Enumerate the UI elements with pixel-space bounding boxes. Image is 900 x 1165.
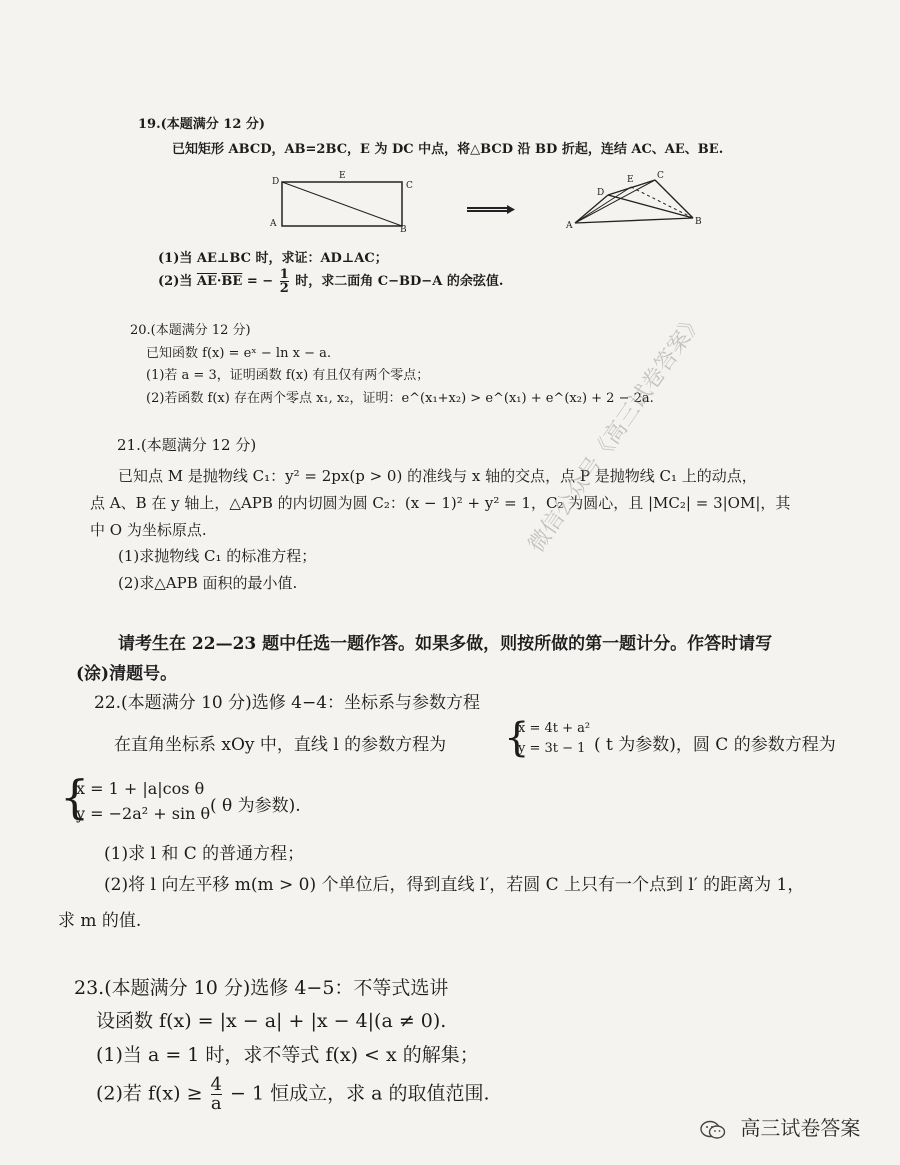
label-e2: E [627,175,634,185]
label-b2: B [695,217,702,227]
vector-be: $\overline{BE}$ [221,274,243,289]
q19-figure [255,168,725,238]
frac-num: 4 [210,1074,222,1095]
q23-part2 [96,1076,490,1113]
sys1-eq2: y = 3t − 1 [518,741,586,756]
q23-header: 23.(本题满分 10 分)选修 4−5：不等式选讲 [74,977,449,999]
q23-part2-post: − 1 恒成立，求 a 的取值范围. [230,1082,490,1105]
q22-line2-post: ( θ 为参数). [210,796,301,816]
edge-eb [631,187,693,218]
q21-line1: 已知点 M 是抛物线 C₁：y² = 2px(p > 0) 的准线与 x 轴的交点，点 P 是抛物线 C₁ 上的动点， [118,467,757,485]
vector-ae: $\overline{AE}$ [196,274,217,289]
edge-ab [575,218,693,223]
fraction-four-over-a [211,1076,222,1113]
sys1-eq1: x = 4t + a² [518,721,591,736]
label-c: C [406,181,413,191]
q23-stem: 设函数 f(x) = |x − a| + |x − 4|(a ≠ 0). [96,1010,447,1032]
label-e: E [339,171,346,181]
q22-part2: (2)将 l 向左平移 m(m > 0) 个单位后，得到直线 l′，若圆 C 上只有一个点到 l′ 的距离为 1， [104,875,805,895]
q19-part1: (1)当 AE⊥BC 时，求证：AD⊥AC； [158,251,388,266]
wechat-icon [700,1120,726,1140]
label-b: B [400,225,407,235]
fraction-one-half [280,268,289,295]
choice-instruction-line2: (涂)清题号。 [76,664,178,684]
sys2-eq2: y = −2a² + sin θ [76,804,211,823]
q19-part2-post: 时，求二面角 C−BD−A 的余弦值. [295,274,504,289]
q19-part2-pre: (2)当 [158,274,193,289]
label-c2: C [657,171,664,181]
frac-num: 1 [279,267,289,282]
label-d2: D [597,188,605,198]
q21-part1: (1)求抛物线 C₁ 的标准方程； [118,547,317,565]
q20-stem: 已知函数 f(x) = eˣ − ln x − a. [146,346,331,361]
q19-header: 19.(本题满分 12 分) [138,117,266,132]
footer-label: 高三试卷答案 [740,1116,861,1140]
edge-ad [575,195,608,223]
choice-instruction-line1: 请考生在 22—23 题中任选一题作答。如果多做，则按所做的第一题计分。作答时请写 [118,634,773,654]
q20-part2: (2)若函数 f(x) 存在两个零点 x₁, x₂，证明：e^(x₁+x₂) > e^(x₁) + e^(x₂) + 2 − 2a. [146,391,654,406]
q22-line1-pre: 在直角坐标系 xOy 中，直线 l 的参数方程为 [114,735,447,755]
q20-header: 20.(本题满分 12 分) [130,323,251,338]
watermark-text: 微信公众号《高三试卷答案》 [524,308,709,558]
q20-part1: (1)若 a = 3，证明函数 f(x) 有且仅有两个零点； [146,368,430,383]
edge-ac [575,180,655,223]
q22-part2b: 求 m 的值. [58,911,142,931]
q21-part2: (2)求△APB 面积的最小值. [118,574,298,592]
q19-part2 [158,268,503,295]
label-a2: A [566,221,573,231]
q19-stem: 已知矩形 ABCD，AB=2BC，E 为 DC 中点，将△BCD 沿 BD 折起，连结 AC、AE、BE. [172,142,724,157]
left-brace-icon: { [504,715,530,761]
label-a: A [270,219,277,229]
diagonal-bd [282,182,402,226]
q22-line1-post: ( t 为参数)，圆 C 的参数方程为 [594,735,836,755]
q21-line3: 中 O 为坐标原点. [90,521,207,539]
label-d: D [272,177,280,187]
dot-product: · [216,274,222,289]
frac-den: a [210,1093,222,1114]
q23-part1: (1)当 a = 1 时，求不等式 f(x) < x 的解集； [96,1044,479,1066]
arrow-head-icon [507,205,515,214]
q19-equals: = − [246,274,274,289]
q22-part1: (1)求 l 和 C 的普通方程； [104,844,305,864]
q21-line2: 点 A、B 在 y 轴上，△APB 的内切圆为圆 C₂：(x − 1)² + y² = 1，C₂ 为圆心，且 |MC₂| = 3|OM|，其 [90,494,791,512]
q23-part2-pre: (2)若 f(x) ≥ [96,1082,203,1105]
frac-den: 2 [279,281,289,296]
q21-header: 21.(本题满分 12 分) [117,436,257,454]
q22-header: 22.(本题满分 10 分)选修 4−4：坐标系与参数方程 [94,693,481,713]
sys2-eq1: x = 1 + |a|cos θ [76,779,205,798]
left-brace-icon: { [60,770,90,824]
footer-brand [700,1112,860,1141]
